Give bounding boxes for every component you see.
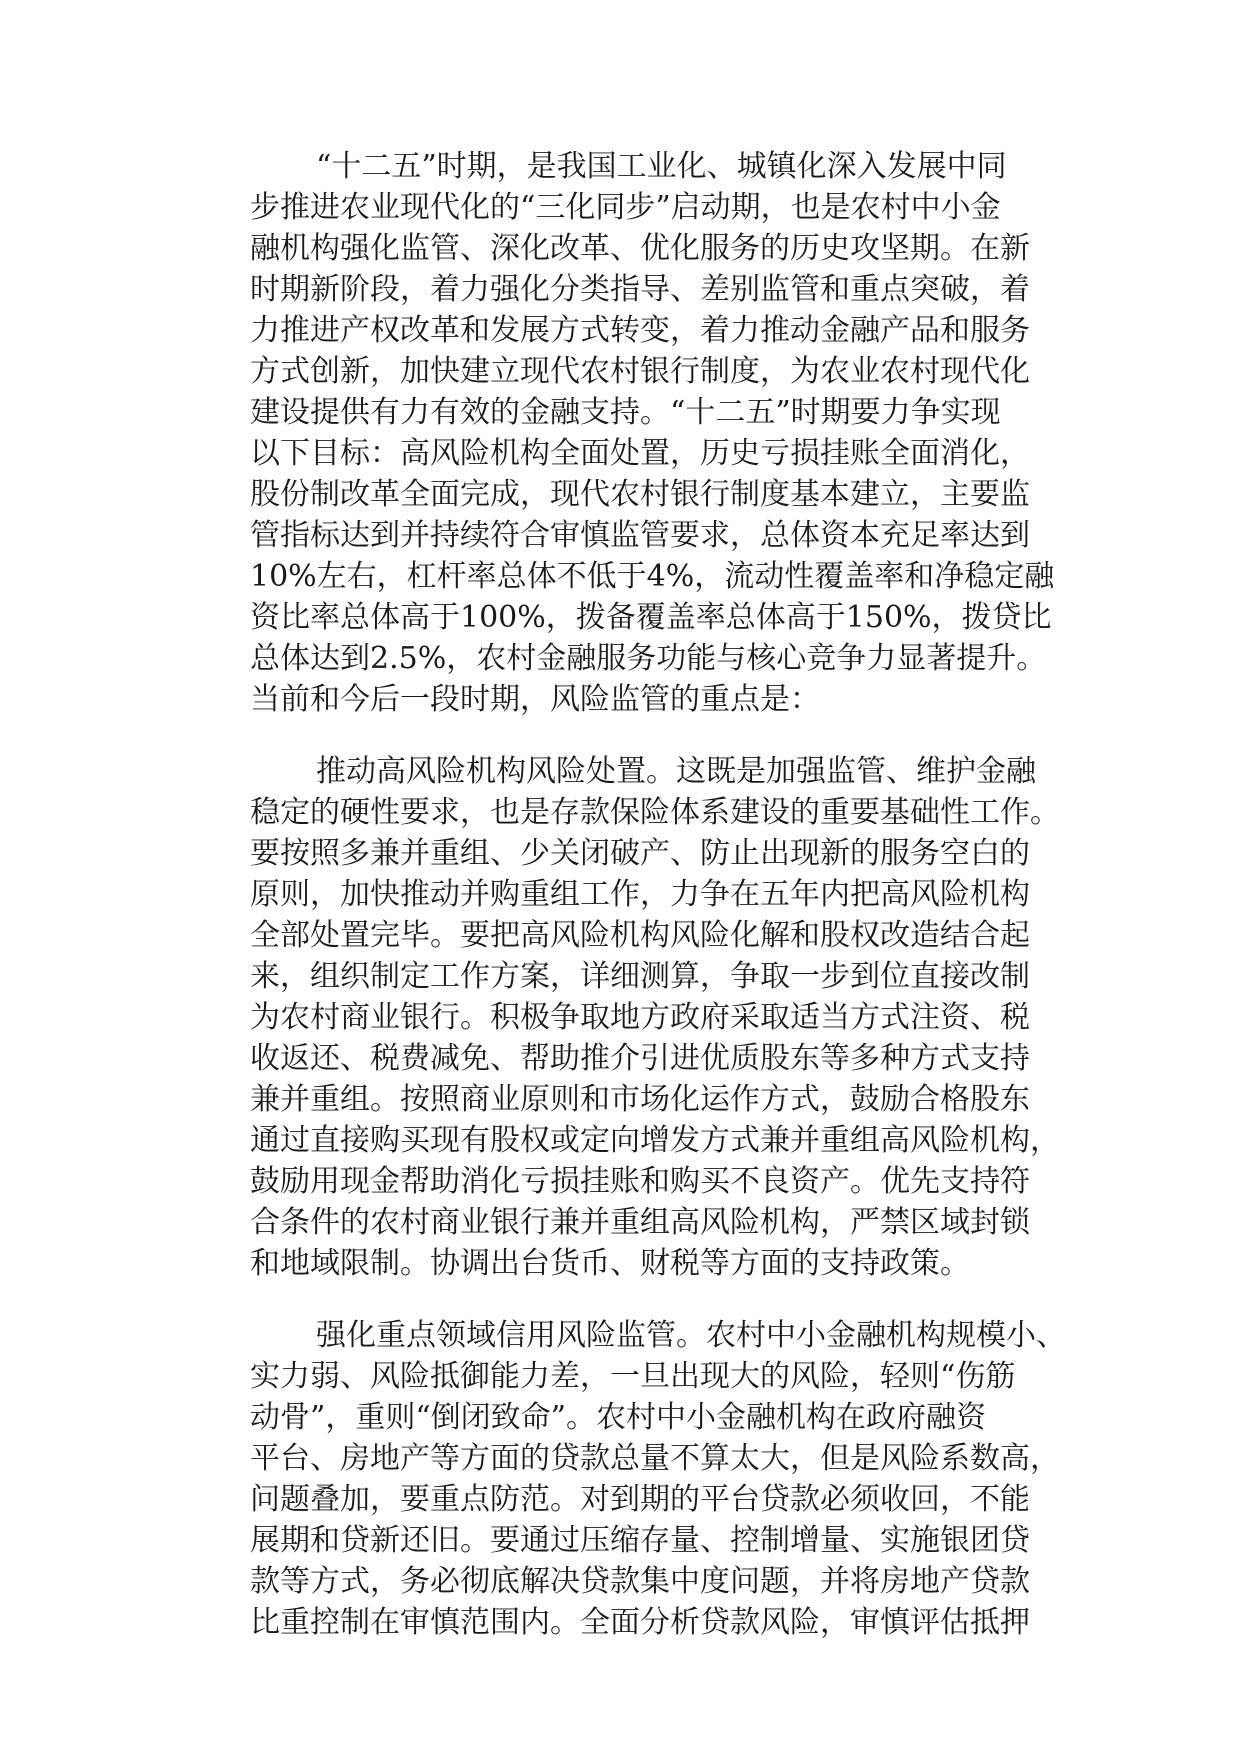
text-line: 步推进农业现代化的“三化同步”启动期，也是农村中小金 [250, 190, 1001, 225]
text-line: 和地域限制。协调出台货币、财税等方面的支持政策。 [250, 1246, 970, 1281]
text-line: 总体达到2.5%，农村金融服务功能与核心竞争力显著提升。 [250, 641, 1047, 676]
paragraph-risk-disposal [250, 751, 1060, 1284]
text-line: 动骨”，重则“倒闭致命”。农村中小金融机构在政府融资 [250, 1400, 987, 1435]
text-line: 10%左右，杠杆率总体不低于4%，流动性覆盖率和净稳定融 [250, 559, 1055, 594]
text-line: 平台、房地产等方面的贷款总量不算太大，但是风险系数高， [250, 1441, 1060, 1476]
text-line: 推动高风险机构风险处置。这既是加强监管、维护金融 [316, 754, 1036, 789]
text-line: 比重控制在审慎范围内。全面分析贷款风险，审慎评估抵押 [250, 1605, 1030, 1640]
text-line: 当前和今后一段时期，风险监管的重点是： [250, 682, 820, 717]
text-line: 款等方式，务必彻底解决贷款集中度问题，并将房地产贷款 [250, 1564, 1030, 1599]
paragraph-goals [250, 146, 1055, 720]
document-body [250, 146, 1066, 1674]
text-line: 通过直接购买现有股权或定向增发方式兼并重组高风险机构， [250, 1123, 1060, 1158]
text-line: 为农村商业银行。积极争取地方政府采取适当方式注资、税 [250, 1000, 1030, 1035]
text-line: 以下目标：高风险机构全面处置，历史亏损挂账全面消化， [250, 436, 1030, 471]
text-line: 鼓励用现金帮助消化亏损挂账和购买不良资产。优先支持符 [250, 1164, 1030, 1199]
text-line: 原则，加快推动并购重组工作，力争在五年内把高风险机构 [250, 877, 1030, 912]
text-line: 要按照多兼并重组、少关闭破产、防止出现新的服务空白的 [250, 836, 1030, 871]
text-line: 时期新阶段，着力强化分类指导、差别监管和重点突破，着 [250, 272, 1030, 307]
text-line: 融机构强化监管、深化改革、优化服务的历史攻坚期。在新 [250, 231, 1030, 266]
text-line: 合条件的农村商业银行兼并重组高风险机构，严禁区域封锁 [250, 1205, 1030, 1240]
text-line: 建设提供有力有效的金融支持。“十二五”时期要力争实现 [250, 395, 1001, 430]
text-line: 实力弱、风险抵御能力差，一旦出现大的风险，轻则“伤筋 [250, 1359, 1016, 1394]
text-line: 股份制改革全面完成，现代农村银行制度基本建立，主要监 [250, 477, 1030, 512]
text-line: 方式创新，加快建立现代农村银行制度，为农业农村现代化 [250, 354, 1030, 389]
text-line: 全部处置完毕。要把高风险机构风险化解和股权改造结合起 [250, 918, 1030, 953]
text-line: 问题叠加，要重点防范。对到期的平台贷款必须收回，不能 [250, 1482, 1030, 1517]
text-line: 展期和贷新还旧。要通过压缩存量、控制增量、实施银团贷 [250, 1523, 1030, 1558]
text-line: 强化重点领域信用风险监管。农村中小金融机构规模小、 [316, 1318, 1066, 1353]
text-line: 来，组织制定工作方案，详细测算，争取一步到位直接改制 [250, 959, 1030, 994]
text-line: 稳定的硬性要求，也是存款保险体系建设的重要基础性工作。 [250, 795, 1060, 830]
text-line: 收返还、税费减免、帮助推介引进优质股东等多种方式支持 [250, 1041, 1030, 1076]
text-line: 兼并重组。按照商业原则和市场化运作方式，鼓励合格股东 [250, 1082, 1030, 1117]
text-line: 资比率总体高于100%，拨备覆盖率总体高于150%，拨贷比 [250, 600, 1052, 635]
text-line: “十二五”时期，是我国工业化、城镇化深入发展中同 [316, 149, 1007, 184]
text-line: 力推进产权改革和发展方式转变，着力推动金融产品和服务 [250, 313, 1030, 348]
text-line: 管指标达到并持续符合审慎监管要求，总体资本充足率达到 [250, 518, 1030, 553]
paragraph-credit-risk [250, 1315, 1066, 1643]
